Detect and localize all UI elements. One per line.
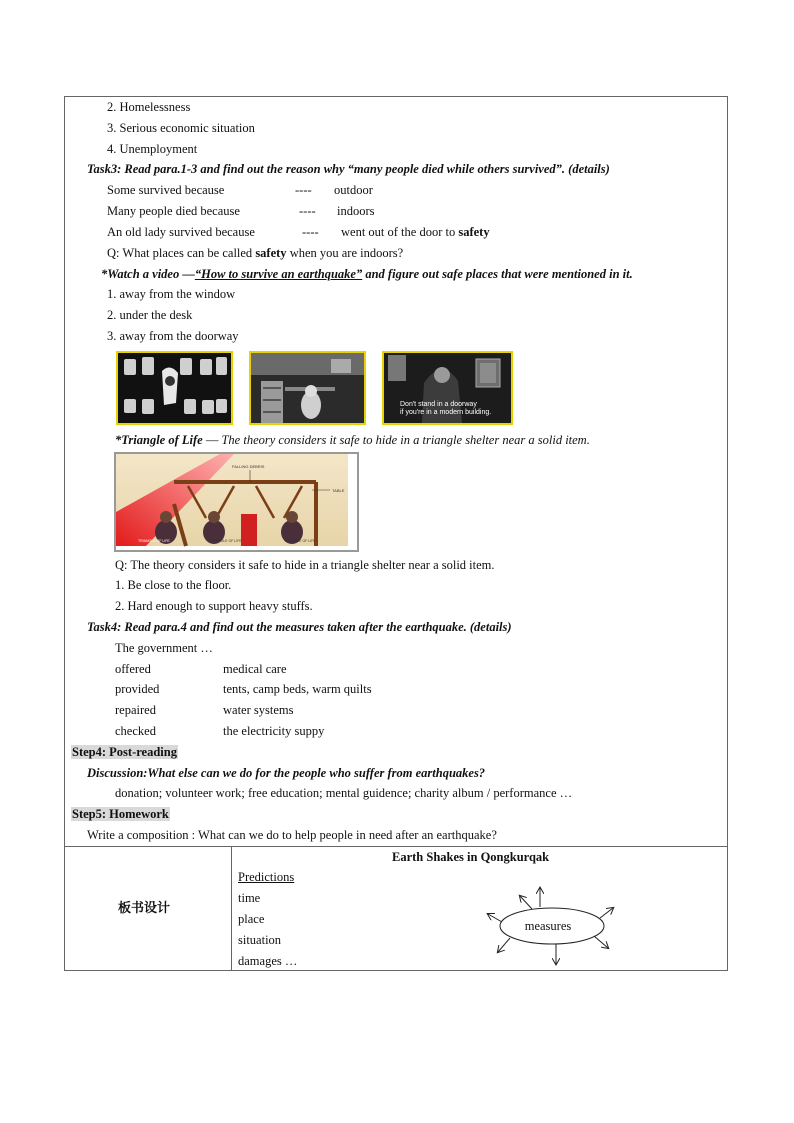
video-title-link[interactable]: “How to survive an earthquake” [194,267,363,281]
diagram-label: TRIANGLE OF LIFE [138,539,170,543]
discussion-answers: donation; volunteer work; free education; mental guidence; charity album / performance … [115,786,573,800]
task3-question: Q: What places can be called safety when you are indoors? [107,246,404,260]
triangle-of-life-line: *Triangle of Life — The theory considers it safe to hide in a triangle shelter near a solid item. [115,433,590,447]
task3-row-right: indoors [337,204,375,218]
prediction-item: damages … [238,954,298,968]
prediction-item: time [238,891,261,905]
measure-verb: checked [115,724,156,738]
task3-row-dash: ---- [295,183,312,197]
prediction-item: situation [238,933,282,947]
step4-label: Step4: Post-reading [72,745,177,759]
diagram-label: FALLING DEBRIS [232,464,265,469]
diagram-label: TRIANGLE OF LIFE [210,539,242,543]
step5-label: Step5: Homework [72,807,169,821]
measures-mindmap [480,880,620,970]
list-item: 2. under the desk [107,308,193,322]
discussion-question: Discussion:What else can we do for the people who suffer from earthquakes? [87,766,486,780]
board-column-divider [231,846,232,971]
task3-row-right: outdoor [334,183,373,197]
list-item: 1. away from the window [107,287,236,301]
task4-heading: Task4: Read para.4 and find out the measures taken after the earthquake. (details) [87,620,512,634]
task3-row-dash: ---- [299,204,316,218]
diagram-label: TRIANGLE OF LIFE [284,539,316,543]
task3-row-right: went out of the door to safety [341,225,490,239]
homework-task: Write a composition : What can we do to help people in need after an earthquake? [87,828,497,842]
triangle-of-life-diagram [114,452,359,552]
task3-row-dash: ---- [302,225,319,239]
task3-row-left: An old lady survived because [107,225,255,239]
photo-caption: Don't stand in a doorway if you're in a modern building. [400,401,492,416]
diagram-label: TABLE [332,488,345,493]
board-design-label: 板书设计 [118,901,171,916]
measure-object: medical care [223,662,287,676]
video-instruction: *Watch a video —“How to survive an earthquake” and figure out safe places that were mentioned in it. [101,267,633,281]
measure-object: water systems [223,703,294,717]
video-still-window [116,351,233,425]
list-item: 3. Serious economic situation [107,121,255,135]
arrow-icon [498,938,510,952]
video-still-desk [249,351,366,425]
measures-node: measures [524,919,572,933]
list-item: 2. Homelessness [107,100,191,114]
measure-object: tents, camp beds, warm quilts [223,682,372,696]
arrow-icon [600,908,613,918]
list-item: 3. away from the doorway [107,329,239,343]
board-title: Earth Shakes in Qongkurqak [392,850,550,864]
measure-verb: repaired [115,703,156,717]
arrow-icon [594,936,608,948]
list-item: 4. Unemployment [107,142,198,156]
arrow-icon [488,914,502,922]
measure-verb: offered [115,662,151,676]
table-divider [64,846,728,847]
measure-verb: provided [115,682,160,696]
arrow-icon [520,896,532,909]
task3-row-left: Many people died because [107,204,240,218]
prediction-item: place [238,912,265,926]
list-item: 1. Be close to the floor. [115,578,232,592]
triangle-question: Q: The theory considers it safe to hide in a triangle shelter near a solid item. [115,558,495,572]
predictions-heading: Predictions [238,870,295,884]
task3-heading: Task3: Read para.1-3 and find out the reason why “many people died while others survived”. (details) [87,162,610,176]
video-still-doorway [382,351,513,425]
measure-object: the electricity suppy [223,724,325,738]
list-item: 2. Hard enough to support heavy stuffs. [115,599,313,613]
task4-intro: The government … [115,641,213,655]
task3-row-left: Some survived because [107,183,225,197]
